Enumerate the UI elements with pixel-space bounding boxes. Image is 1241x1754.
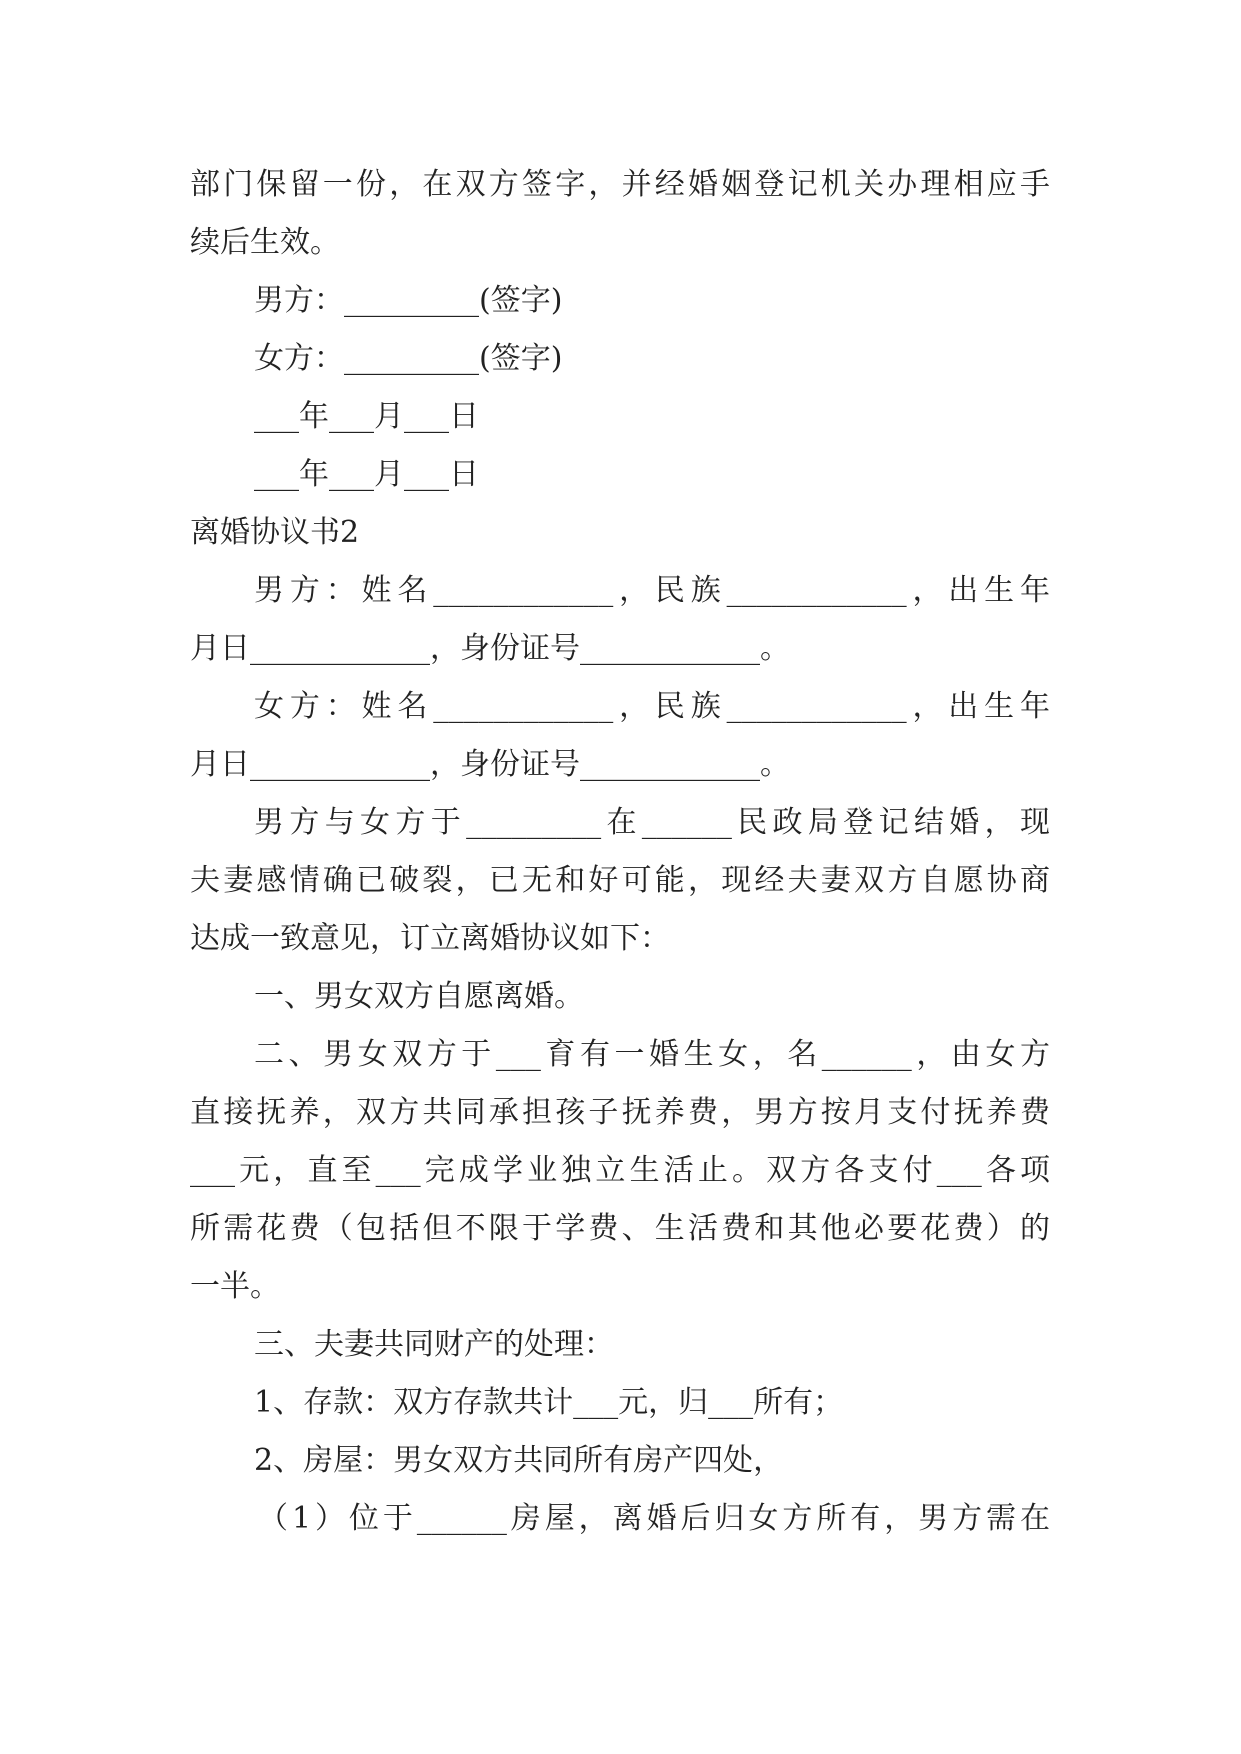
text-line: 男方与女方于_________在______民政局登记结婚，现 (254, 805, 1050, 840)
text-line: 所需花费（包括但不限于学费、生活费和其他必要花费）的 (190, 1211, 1050, 1246)
text-line: 月日____________，身份证号____________。 (190, 631, 790, 666)
date-line: ___年___月___日 (254, 399, 479, 434)
text-line: 男方：姓名____________，民族____________，出生年 (254, 573, 1050, 608)
clause-2: 二、男女双方于___育有一婚生女，名______，由女方 (254, 1037, 1050, 1072)
date-line: ___年___月___日 (254, 457, 479, 492)
sub-clause-house-1: （1）位于______房屋，离婚后归女方所有，男方需在 (258, 1501, 1050, 1536)
signature-line-male: 男方：_________(签字) (254, 283, 563, 318)
text-line: 直接抚养，双方共同承担孩子抚养费，男方按月支付抚养费 (190, 1095, 1050, 1130)
text-line: 女方：姓名____________，民族____________，出生年 (254, 689, 1050, 724)
text-line: 达成一致意见，订立离婚协议如下： (190, 921, 670, 956)
text-line: 续后生效。 (190, 225, 340, 260)
text-line: 一半。 (190, 1269, 280, 1304)
clause-3: 三、夫妻共同财产的处理： (254, 1327, 614, 1362)
sub-clause-deposit: 1、存款：双方存款共计___元，归___所有； (254, 1385, 844, 1420)
text-line: 夫妻感情确已破裂，已无和好可能，现经夫妻双方自愿协商 (190, 863, 1050, 898)
text-line: 部门保留一份，在双方签字，并经婚姻登记机关办理相应手 (190, 167, 1050, 202)
section-title: 离婚协议书2 (190, 515, 360, 550)
text-line: 月日____________，身份证号____________。 (190, 747, 790, 782)
document-body (190, 156, 1050, 1548)
sub-clause-housing: 2、房屋：男女双方共同所有房产四处， (254, 1443, 784, 1478)
signature-line-female: 女方：_________(签字) (254, 341, 563, 376)
clause-1: 一、男女双方自愿离婚。 (254, 979, 584, 1014)
text-line: ___元，直至___完成学业独立生活止。双方各支付___各项 (190, 1153, 1050, 1188)
